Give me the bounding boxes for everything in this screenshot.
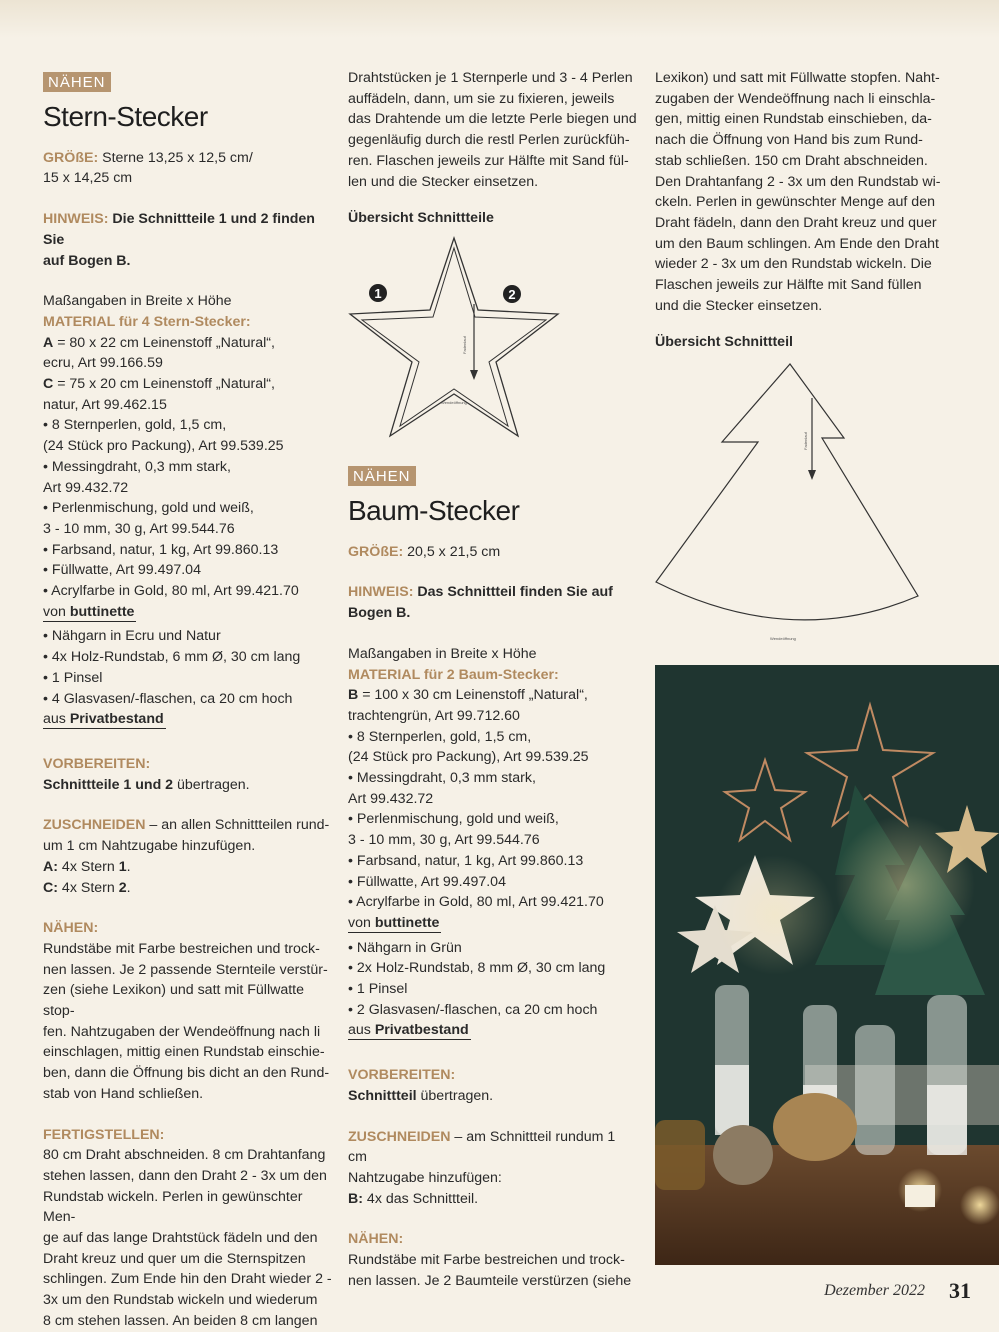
body-line: wieder 2 - 3x um den Rundstab wickeln. Die	[655, 256, 932, 273]
section-badge-naehen: NÄHEN	[348, 466, 416, 486]
source-private: aus Privatbestand	[348, 1022, 469, 1039]
material-item: • Farbsand, natur, 1 kg, Art 99.860.13	[348, 852, 584, 869]
prepare-text: Schnittteil übertragen.	[348, 1087, 494, 1104]
finish-line: 8 cm stehen lassen. An beiden 8 cm langen	[43, 1312, 318, 1329]
source-private: aus Privatbestand	[43, 711, 164, 728]
body-line: Flaschen jeweils zur Hälfte mit Sand füllen	[655, 277, 922, 294]
finish-line: Draht kreuz und quer um die Sternspitzen	[43, 1250, 306, 1267]
sew-line: stab von Hand schließen.	[43, 1085, 204, 1102]
material-item: • 1 Pinsel	[43, 669, 103, 686]
sew-line: fen. Nahtzugaben der Wendeöffnung nach li	[43, 1023, 321, 1040]
cut-b: B: 4x das Schnittteil.	[348, 1190, 479, 1207]
prepare-heading: VORBEREITEN:	[348, 1067, 456, 1084]
pattern-tiny-label: Fadenlauf	[803, 432, 808, 450]
hint-line: HINWEIS: Die Schnittteile 1 und 2 finden Sie	[43, 211, 315, 248]
issue-date: Dezember 2022	[824, 1282, 925, 1299]
cut-line: ZUSCHNEIDEN – an allen Schnittteilen rund-	[43, 817, 330, 834]
source-buttinette: von buttinette	[43, 603, 135, 620]
sew-line: Rundstäbe mit Farbe bestreichen und trock-	[43, 940, 320, 957]
material-item: • Messingdraht, 0,3 mm stark,	[348, 770, 536, 787]
finish-line: stehen lassen, dann den Draht 2 - 3x um den	[43, 1167, 327, 1184]
star-pattern-diagram	[346, 234, 562, 440]
material-b-2: trachtengrün, Art 99.712.60	[348, 707, 520, 724]
paper-edge	[0, 0, 999, 38]
sew-line: Rundstäbe mit Farbe bestreichen und trock-	[348, 1252, 625, 1269]
material-item: • Nähgarn in Ecru und Natur	[43, 628, 221, 645]
hint-line: HINWEIS: Das Schnittteil finden Sie auf	[348, 584, 613, 601]
material-item: • 1 Pinsel	[348, 981, 408, 998]
material-item: • Füllwatte, Art 99.497.04	[43, 562, 201, 579]
body-line: Lexikon) und satt mit Füllwatte stopfen. Naht-	[655, 70, 940, 86]
material-item: 3 - 10 mm, 30 g, Art 99.544.76	[43, 520, 235, 537]
source-buttinette: von buttinette	[348, 914, 440, 931]
column-baum-stecker	[348, 466, 638, 1292]
material-item: • Acrylfarbe in Gold, 80 ml, Art 99.421.70	[348, 894, 604, 911]
sew-line: zen (siehe Lexikon) und satt mit Füllwatte stop-	[43, 982, 305, 1020]
finish-line: ge auf das lange Drahtstück fädeln und den	[43, 1230, 318, 1247]
finish-line: schlingen. Zum Ende hin den Draht wieder 2 -	[43, 1271, 332, 1288]
sew-line: nen lassen. Je 2 passende Sternteile verstür-	[43, 961, 328, 978]
material-item: • Perlenmischung, gold und weiß,	[43, 500, 254, 517]
pattern-tiny-label: Wendeöffnung	[770, 636, 796, 641]
sew-line: einschlagen, mittig einen Rundstab einschie-	[43, 1044, 325, 1061]
material-item: • 4x Holz-Rundstab, 6 mm Ø, 30 cm lang	[43, 649, 301, 666]
finish-heading: FERTIGSTELLEN:	[43, 1126, 165, 1143]
body-line: Drahtstücken je 1 Sternperle und 3 - 4 Perlen	[348, 70, 633, 86]
body-line: auffädeln, dann, um sie zu fixieren, jeweils	[348, 90, 615, 107]
material-item: • Acrylfarbe in Gold, 80 ml, Art 99.421.70	[43, 583, 299, 600]
body-line: stab schließen. 150 cm Draht abschneiden.	[655, 152, 928, 169]
cut-a: A: 4x Stern 1.	[43, 858, 131, 875]
star-outline-outer	[350, 238, 558, 436]
body-line: len und die Stecker einsetzen.	[348, 173, 539, 190]
size-line-2: 15 x 14,25 cm	[43, 170, 133, 187]
material-heading: MATERIAL für 2 Baum-Stecker:	[348, 666, 559, 683]
sew-heading: NÄHEN:	[43, 920, 99, 937]
material-a-2: ecru, Art 99.166.59	[43, 355, 163, 372]
marker-1: 1	[374, 286, 382, 301]
body-line: und die Stecker einsetzen.	[655, 297, 823, 314]
material-item: • Füllwatte, Art 99.497.04	[348, 873, 506, 890]
page-number: 31	[949, 1278, 971, 1303]
size-line: GRÖßE: Sterne 13,25 x 12,5 cm/	[43, 149, 253, 166]
overview-label-tree: Übersicht Schnittteil	[655, 334, 793, 351]
material-item: (24 Stück pro Packung), Art 99.539.25	[348, 749, 589, 766]
sew-heading: NÄHEN:	[348, 1231, 404, 1248]
pine-cone	[773, 1093, 857, 1161]
size-line: GRÖßE: 20,5 x 21,5 cm	[348, 543, 501, 560]
measures-note: Maßangaben in Breite x Höhe	[348, 645, 537, 662]
marker-2: 2	[508, 287, 516, 302]
material-item: 3 - 10 mm, 30 g, Art 99.544.76	[348, 832, 540, 849]
measures-note: Maßangaben in Breite x Höhe	[43, 293, 232, 310]
cut-line-2: Nahtzugabe hinzufügen:	[348, 1169, 502, 1186]
cut-line-2: um 1 cm Nahtzugabe hinzufügen.	[43, 838, 256, 855]
body-line: gen, mittig einen Rundstab einschieben, da-	[655, 111, 932, 128]
sew-line: ben, dann die Öffnung bis dicht an den Rund-	[43, 1065, 330, 1082]
body-line: zugaben der Wendeöffnung nach li einschla-	[655, 90, 936, 107]
section-badge-naehen: NÄHEN	[43, 72, 111, 92]
material-item: • Perlenmischung, gold und weiß,	[348, 811, 559, 828]
finish-line: 3x um den Rundstab wickeln und wiederum	[43, 1292, 318, 1309]
grain-arrow-head	[808, 470, 816, 480]
cut-c: C: 4x Stern 2.	[43, 879, 131, 896]
bauble	[713, 1125, 773, 1185]
material-b: B = 100 x 30 cm Leinenstoff „Natural“,	[348, 687, 588, 704]
title-stern-stecker: Stern-Stecker	[43, 100, 208, 132]
material-item: • 4 Glasvasen/-flaschen, ca 20 cm hoch	[43, 690, 293, 707]
material-item: • Farbsand, natur, 1 kg, Art 99.860.13	[43, 541, 279, 558]
material-item: Art 99.432.72	[43, 479, 129, 496]
body-line: um den Baum schlingen. Am Ende den Draht	[655, 235, 939, 252]
material-item: • Messingdraht, 0,3 mm stark,	[43, 458, 231, 475]
material-item: Art 99.432.72	[348, 790, 434, 807]
title-baum-stecker: Baum-Stecker	[348, 494, 520, 526]
material-a: A = 80 x 22 cm Leinenstoff „Natural“,	[43, 334, 275, 351]
finish-line: 80 cm Draht abschneiden. 8 cm Drahtanfang	[43, 1147, 326, 1164]
tree-pattern-diagram	[652, 360, 922, 648]
prepare-heading: VORBEREITEN:	[43, 755, 151, 772]
grain-arrow-head	[470, 370, 478, 380]
pattern-tiny-label: Wendeöffnung	[441, 400, 467, 405]
material-item: • 8 Sternperlen, gold, 1,5 cm,	[348, 728, 532, 745]
body-line: das Drahtende um die letzte Perle biegen und	[348, 111, 637, 128]
body-line: gegenläufig durch die restl Perlen zurückfüh-	[348, 132, 630, 149]
pattern-tiny-label: Fadenlauf	[462, 336, 467, 354]
material-item: • 8 Sternperlen, gold, 1,5 cm,	[43, 417, 227, 434]
material-c-2: natur, Art 99.462.15	[43, 396, 167, 413]
page-footer	[824, 1278, 971, 1304]
cut-line: ZUSCHNEIDEN – am Schnittteil rundum 1 cm	[348, 1128, 616, 1166]
material-heading: MATERIAL für 4 Stern-Stecker:	[43, 313, 251, 330]
material-c: C = 75 x 20 cm Leinenstoff „Natural“,	[43, 376, 275, 393]
column-continuation	[348, 68, 638, 229]
body-line: ren. Flaschen jeweils zur Hälfte mit Sand fül-	[348, 152, 629, 169]
body-line: Draht fädeln, dann den Draht kreuz und quer	[655, 214, 937, 231]
tree-outline	[656, 364, 918, 620]
body-line: ckeln. Perlen in gewünschter Menge auf den	[655, 194, 935, 211]
column-stern-stecker	[43, 72, 333, 1332]
candle-glow	[960, 1185, 999, 1225]
body-line: nach die Öffnung von Hand bis zum Rund-	[655, 132, 923, 149]
column-baum-continuation	[655, 68, 955, 353]
material-item: • 2x Holz-Rundstab, 8 mm Ø, 30 cm lang	[348, 960, 606, 977]
material-item: (24 Stück pro Packung), Art 99.539.25	[43, 438, 284, 455]
hint-line-2: Bogen B.	[348, 605, 411, 622]
prepare-text: Schnittteile 1 und 2 übertragen.	[43, 776, 250, 793]
finish-line: Rundstab wickeln. Perlen in gewünschter Men-	[43, 1188, 303, 1226]
body-line: Den Drahtanfang 2 - 3x um den Rundstab wi-	[655, 173, 941, 190]
material-item: • Nähgarn in Grün	[348, 939, 462, 956]
decoration-photo	[655, 665, 999, 1265]
sew-line: nen lassen. Je 2 Baumteile verstürzen (siehe	[348, 1272, 632, 1289]
overview-label-stars: Übersicht Schnittteile	[348, 210, 494, 227]
material-item: • 2 Glasvasen/-flaschen, ca 20 cm hoch	[348, 1001, 598, 1018]
hint-line-2: auf Bogen B.	[43, 252, 131, 269]
